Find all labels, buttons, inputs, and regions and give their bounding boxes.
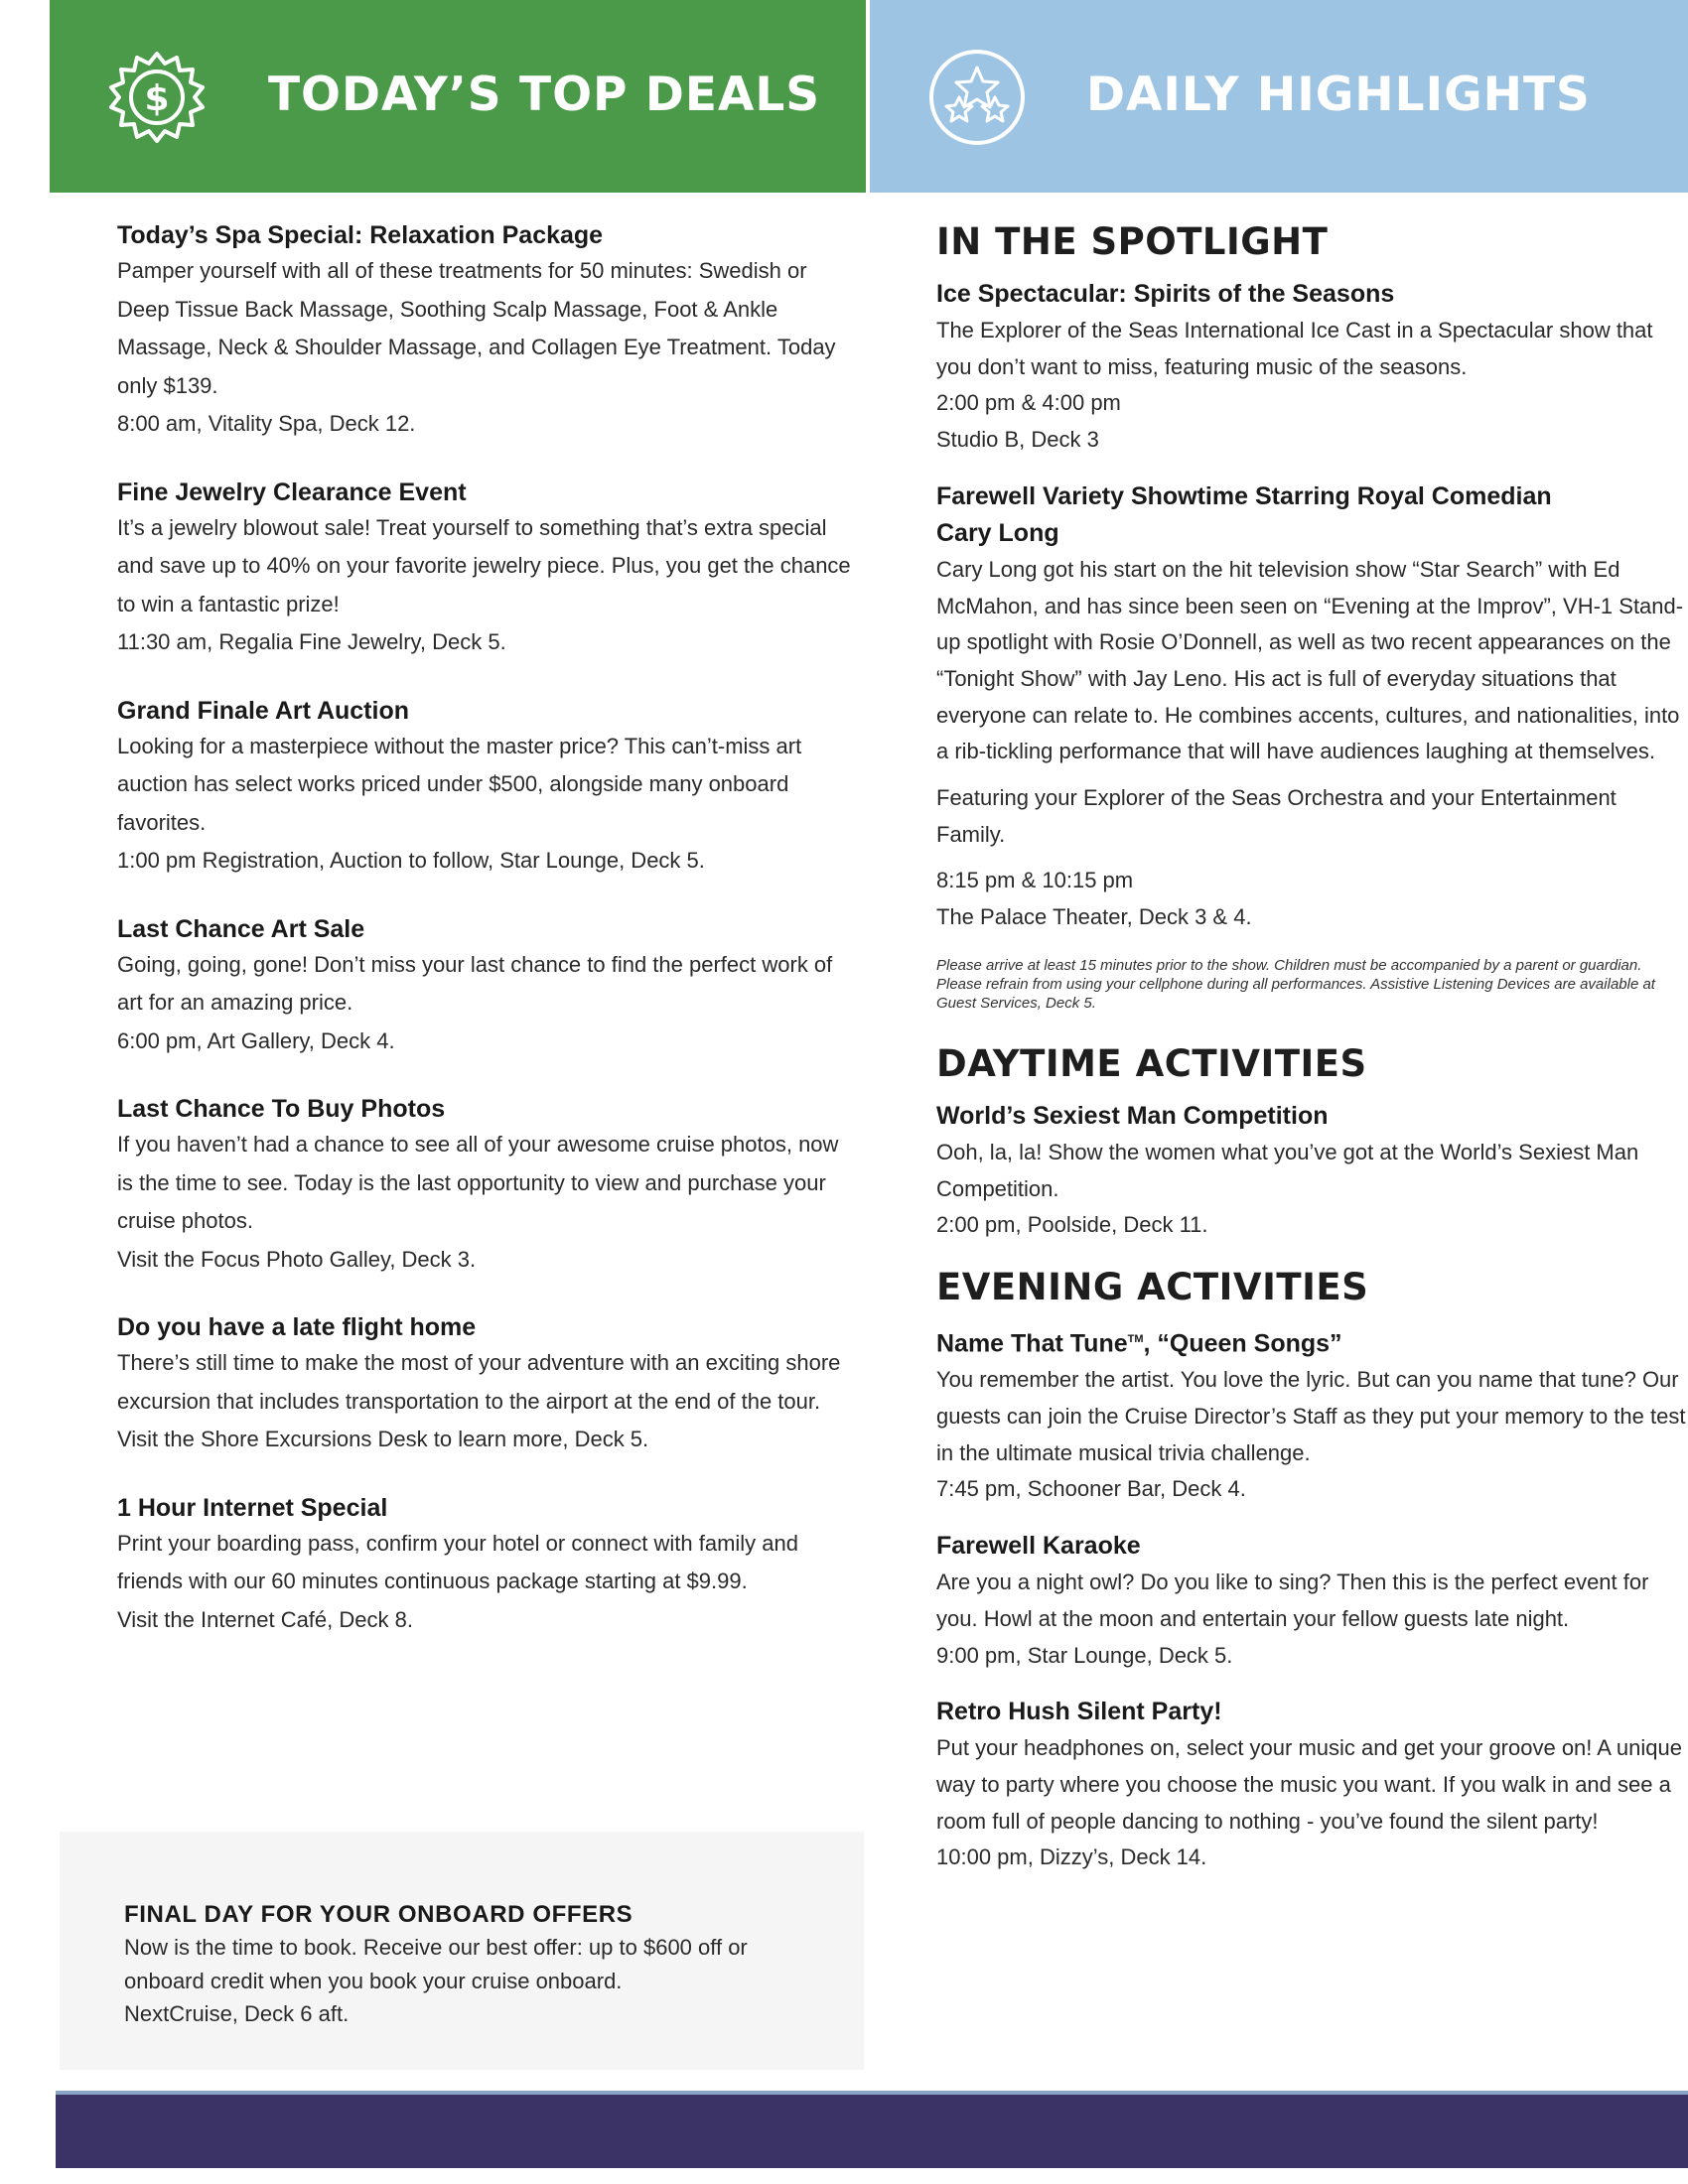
deal-time-location: Visit the Internet Café, Deck 8. — [117, 1606, 413, 1632]
footer-band — [56, 2091, 1688, 2168]
item-location: Studio B, Deck 3 — [936, 427, 1099, 453]
offer-location: NextCruise, Deck 6 aft. — [124, 2001, 350, 2026]
silent-party-item — [936, 1694, 1688, 1876]
item-title-performer: Cary Long — [936, 518, 1059, 547]
deal-description: It’s a jewelry blowout sale! Treat yourself to something that’s extra special and save up to 40% on your favorite jewelry piece. Plus, you get the chance to win a fantastic prize! — [117, 514, 851, 616]
top-deals-header — [50, 0, 866, 193]
item-title — [936, 1321, 1688, 1362]
deal-time-location: 8:00 am, Vitality Spa, Deck 12. — [117, 411, 416, 436]
karaoke-item — [936, 1528, 1688, 1674]
offer-description: Now is the time to book. Receive our best offer: up to $600 off or onboard credit when you book your cruise onboard. — [124, 1935, 748, 1993]
deal-time-location: Visit the Focus Photo Galley, Deck 3. — [117, 1246, 477, 1272]
item-description: Put your headphones on, select your music and get your groove on! A unique way to party where you choose the music you want. If you walk in and see a room full of people dancing to nothing - you’ve found the silent party! — [936, 1735, 1682, 1834]
deal-internet — [117, 1491, 852, 1640]
deal-title: Do you have a late flight home — [117, 1313, 477, 1341]
item-time: 8:15 pm & 10:15 pm — [936, 868, 1134, 893]
spotlight-heading: IN THE SPOTLIGHT — [936, 220, 1329, 263]
show-notice: Please arrive at least 15 minutes prior to the show. Children must be accompanied by a parent or guardian. Please refrain from using your cellphone during all performances. Assistive Listening Devices are available at Guest Services, Deck 5. — [936, 956, 1655, 1012]
deal-description: Going, going, gone! Don’t miss your last chance to find the perfect work of art for an amazing price. — [117, 951, 833, 1015]
deal-title: Grand Finale Art Auction — [117, 696, 409, 725]
item-description: Ooh, la, la! Show the women what you’ve got at the World’s Sexiest Man Competition. — [936, 1139, 1639, 1201]
trademark-mark: TM — [1127, 1332, 1144, 1345]
item-title: Ice Spectacular: Spirits of the Seasons — [936, 280, 1395, 308]
item-description: You remember the artist. You love the lyric. But can you name that tune? Our guests can join the Cruise Director’s Staff as they put your memory to the test in the ultimate musical trivia challenge. — [936, 1367, 1686, 1465]
daily-highlights-title: DAILY HIGHLIGHTS — [1086, 68, 1591, 122]
deal-description: Pamper yourself with all of these treatments for 50 minutes: Swedish or Deep Tissue Back Massage, Soothing Scalp Massage, Foot & Ankle Massage, Neck & Shoulder Massage, and Collagen Eye Treatment. Today only $139. — [117, 258, 836, 398]
highlights-column — [936, 218, 1688, 1896]
item-time-location: 2:00 pm, Poolside, Deck 11. — [936, 1212, 1208, 1238]
item-title-suffix: , “Queen Songs” — [1143, 1329, 1342, 1358]
item-title: World’s Sexiest Man Competition — [936, 1101, 1329, 1130]
item-title: Farewell Variety Showtime Starring Royal Comedian — [936, 481, 1552, 510]
stars-icon — [925, 46, 1029, 154]
svg-text:$: $ — [144, 78, 170, 119]
evening-heading: EVENING ACTIVITIES — [936, 1265, 1369, 1308]
item-title-prefix: Name That Tune — [936, 1329, 1128, 1358]
deal-time-location: 11:30 am, Regalia Fine Jewelry, Deck 5. — [117, 629, 506, 654]
deal-time-location: 6:00 pm, Art Gallery, Deck 4. — [117, 1027, 395, 1053]
name-that-tune-item — [936, 1321, 1688, 1508]
deal-time-location: 1:00 pm Registration, Auction to follow, Star Lounge, Deck 5. — [117, 848, 705, 873]
deal-jewelry — [117, 476, 852, 662]
deal-time-location: Visit the Shore Excursions Desk to learn more, Deck 5. — [117, 1427, 649, 1451]
deal-title: Last Chance To Buy Photos — [117, 1095, 446, 1123]
daytime-heading: DAYTIME ACTIVITIES — [936, 1041, 1367, 1085]
item-title: Retro Hush Silent Party! — [936, 1698, 1222, 1726]
deal-description: Looking for a masterpiece without the master price? This can’t-miss art auction has select works priced under $500, alongside many onboard favorites. — [117, 733, 802, 835]
item-time-location: 10:00 pm, Dizzy’s, Deck 14. — [936, 1844, 1207, 1870]
top-deals-title: TODAY’S TOP DEALS — [268, 68, 821, 122]
onboard-offer-box — [60, 1832, 864, 2070]
item-time-location: 9:00 pm, Star Lounge, Deck 5. — [936, 1642, 1233, 1668]
deal-art-auction — [117, 694, 852, 881]
variety-show-item — [936, 478, 1688, 936]
item-description: The Explorer of the Seas International Ice Cast in a Spectacular show that you don’t want to miss, featuring music of the seasons. — [936, 318, 1653, 379]
item-featuring: Featuring your Explorer of the Seas Orchestra and your Entertainment Family. — [936, 785, 1617, 847]
deal-description: There’s still time to make the most of your adventure with an exciting shore excursion that includes transportation to the airport at the end of the tour. — [117, 1350, 841, 1414]
item-time-location: 7:45 pm, Schooner Bar, Deck 4. — [936, 1476, 1246, 1502]
deal-title: Fine Jewelry Clearance Event — [117, 478, 467, 506]
deal-description: Print your boarding pass, confirm your hotel or connect with family and friends with our 60 minutes continuous package starting at $9.99. — [117, 1530, 798, 1593]
deal-title: Last Chance Art Sale — [117, 914, 365, 943]
deal-late-flight — [117, 1310, 852, 1459]
offer-title: FINAL DAY FOR YOUR ONBOARD OFFERS — [124, 1901, 633, 1928]
item-time: 2:00 pm & 4:00 pm — [936, 390, 1121, 416]
item-location: The Palace Theater, Deck 3 & 4. — [936, 904, 1252, 930]
dollar-badge-icon — [105, 46, 209, 154]
deal-spa — [117, 218, 852, 444]
ice-show-item — [936, 276, 1688, 459]
deal-title: 1 Hour Internet Special — [117, 1493, 388, 1522]
deals-column — [117, 218, 852, 1671]
deal-art-sale — [117, 912, 852, 1061]
daily-highlights-header — [866, 0, 1688, 193]
deal-title: Today’s Spa Special: Relaxation Package — [117, 221, 604, 249]
item-description: Are you a night owl? Do you like to sing? Then this is the perfect event for you. Howl at the moon and entertain your fellow guests late night. — [936, 1570, 1649, 1631]
deal-description: If you haven’t had a chance to see all of your awesome cruise photos, now is the time to see. Today is the last opportunity to view and purchase your cruise photos. — [117, 1132, 839, 1233]
item-description: Cary Long got his start on the hit television show “Star Search” with Ed McMahon, and has since been seen on “Evening at the Improv”, VH-1 Stand-up spotlight with Rosie O’Donnell, as well as two recent appearances on the “Tonight Show” with Jay Leno. His act is full of everyday situations that everyone can relate to. He combines accents, cultures, and nationalities, into a rib-tickling performance that will have audiences laughing at themselves. — [936, 556, 1684, 764]
daytime-item — [936, 1098, 1688, 1244]
deal-photos — [117, 1092, 852, 1279]
item-title: Farewell Karaoke — [936, 1532, 1141, 1561]
